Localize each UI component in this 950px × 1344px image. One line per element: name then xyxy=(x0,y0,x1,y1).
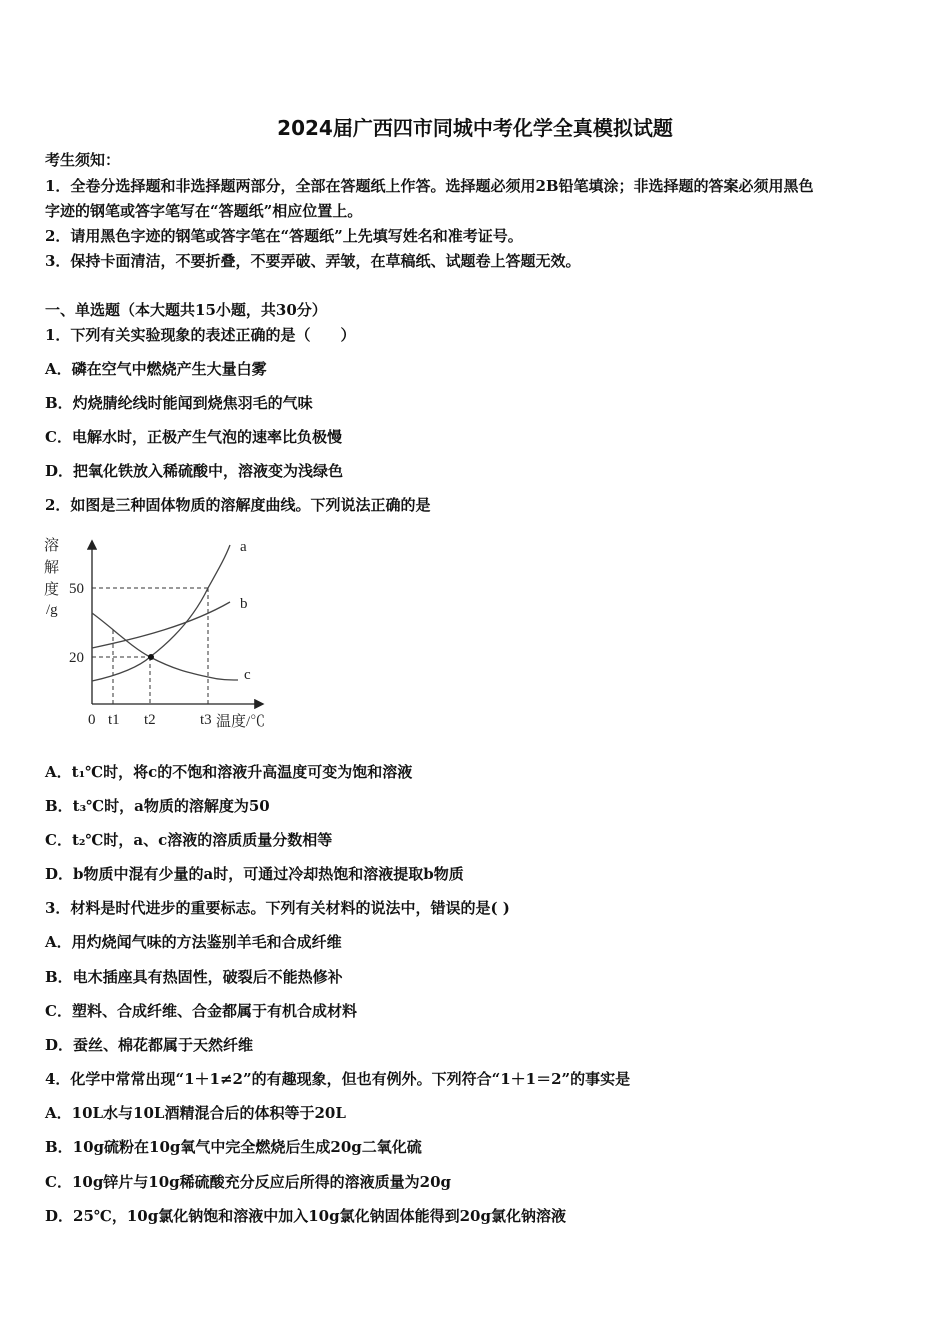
notice-line: 3．保持卡面清洁，不要折叠，不要弄破、弄皱，在草稿纸、试题卷上答题无效。 xyxy=(45,252,581,270)
y-tick: 20 xyxy=(69,650,84,666)
notice-heading: 考生须知： xyxy=(45,151,121,169)
notice-line: 1．全卷分选择题和非选择题两部分，全部在答题纸上作答。选择题必须用2B铅笔填涂；非选择题的答案必须用黑色 xyxy=(45,177,814,195)
series-label-b: b xyxy=(240,596,248,612)
notice-line: 2．请用黑色字迹的钢笔或答字笔在“答题纸”上先填写姓名和准考证号。 xyxy=(45,227,523,245)
page-title: 2024届广西四市同城中考化学全真模拟试题 xyxy=(277,116,673,140)
option: C．塑料、合成纤维、合金都属于有机合成材料 xyxy=(45,1002,357,1020)
solubility-chart xyxy=(40,520,280,740)
x-label: 温度/℃ xyxy=(216,714,266,730)
option: C．10g锌片与10g稀硫酸充分反应后所得的溶液质量为20g xyxy=(45,1173,452,1191)
option: B．t₃℃时，a物质的溶解度为50 xyxy=(45,797,270,815)
option: D．蚕丝、棉花都属于天然纤维 xyxy=(45,1036,254,1054)
option: D．b物质中混有少量的a时，可通过冷却热饱和溶液提取b物质 xyxy=(45,865,464,883)
intersection-point xyxy=(148,654,154,660)
guide-lines xyxy=(92,588,208,704)
option: C．电解水时，正极产生气泡的速率比负极慢 xyxy=(45,428,342,446)
question-stem: 2．如图是三种固体物质的溶解度曲线。下列说法正确的是 xyxy=(45,496,431,514)
section-heading: 一、单选题（本大题共15小题，共30分） xyxy=(45,301,327,319)
x-tick: t3 xyxy=(200,712,212,728)
option: B．10g硫粉在10g氧气中完全燃烧后生成20g二氧化硫 xyxy=(45,1138,422,1156)
x-tick: t1 xyxy=(108,712,120,728)
option: B．灼烧腈纶线时能闻到烧焦羽毛的气味 xyxy=(45,394,313,412)
series-label-a: a xyxy=(240,539,247,555)
option: A．用灼烧闻气味的方法鉴别羊毛和合成纤维 xyxy=(45,933,342,951)
series-label-c: c xyxy=(244,667,251,683)
option: A．10L水与10L酒精混合后的体积等于20L xyxy=(45,1104,346,1122)
curve-b xyxy=(92,602,230,648)
question-stem: 4．化学中常常出现“1＋1≠2”的有趣现象，但也有例外。下列符合“1＋1＝2”的事实是 xyxy=(45,1070,631,1088)
y-label: 溶 xyxy=(44,538,60,554)
x-tick: t2 xyxy=(144,712,156,728)
option: C．t₂℃时，a、c溶液的溶质质量分数相等 xyxy=(45,831,333,849)
option: D．25℃，10g氯化钠饱和溶液中加入10g氯化钠固体能得到20g氯化钠溶液 xyxy=(45,1207,566,1225)
question-stem: 1．下列有关实验现象的表述正确的是（ ） xyxy=(45,326,356,344)
notice-line: 字迹的钢笔或答字笔写在“答题纸”相应位置上。 xyxy=(45,202,363,220)
y-tick: 50 xyxy=(69,581,84,597)
question-stem: 3．材料是时代进步的重要标志。下列有关材料的说法中，错误的是( ) xyxy=(45,899,510,917)
y-label: /g xyxy=(46,602,58,618)
option: A．t₁℃时，将c的不饱和溶液升高温度可变为饱和溶液 xyxy=(45,763,413,781)
option: D．把氧化铁放入稀硫酸中，溶液变为浅绿色 xyxy=(45,462,344,480)
y-label: 解 xyxy=(44,560,60,576)
option: B．电木插座具有热固性，破裂后不能热修补 xyxy=(45,968,343,986)
y-label: 度 xyxy=(44,582,60,598)
x-tick: 0 xyxy=(88,712,96,728)
option: A．磷在空气中燃烧产生大量白雾 xyxy=(45,360,267,378)
curve-c xyxy=(92,613,238,680)
